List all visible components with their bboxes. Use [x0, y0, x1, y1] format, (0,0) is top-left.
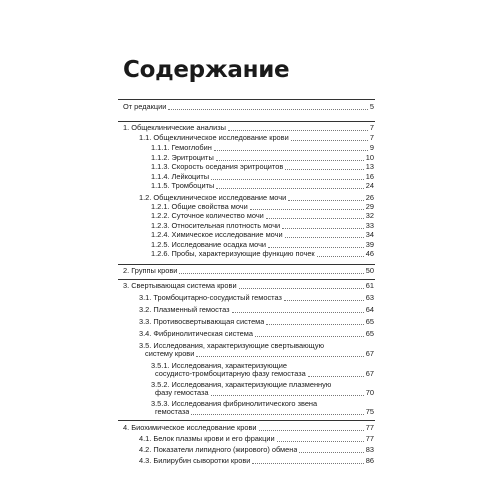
toc-entry-title: 3.5. Исследования, характеризующие свертывающую	[139, 341, 325, 350]
toc-page-number: 46	[365, 249, 374, 258]
dot-leader	[299, 451, 363, 453]
toc-page-number: 7	[369, 123, 374, 132]
toc-entry[interactable]	[139, 194, 374, 203]
dot-leader	[214, 149, 368, 151]
dot-leader	[291, 139, 368, 141]
toc-page-number: 10	[365, 153, 374, 162]
toc-entry-title: 3.2. Плазменный гемостаз	[139, 306, 230, 314]
toc-page-number: 65	[365, 317, 374, 326]
dot-leader	[259, 429, 364, 431]
dot-leader	[211, 178, 364, 180]
toc-entry-title: 3.1. Тромбоцитарно-сосудистый гемостаз	[139, 294, 282, 302]
dot-leader	[179, 272, 363, 274]
toc-entry-title: 3.5.3. Исследования фибринолитического звена	[151, 399, 318, 408]
toc-entry[interactable]	[151, 212, 374, 221]
toc-page-number: 64	[365, 305, 374, 314]
toc-entry-title: фазу гемостаза	[155, 389, 209, 397]
toc-page-number: 39	[365, 240, 374, 249]
dot-leader	[285, 236, 364, 238]
toc-entry[interactable]	[139, 435, 374, 444]
toc-entry-title: 4. Биохимическое исследование крови	[123, 424, 257, 432]
dot-leader	[266, 217, 364, 219]
toc-page-number: 67	[365, 349, 374, 358]
toc-page-number: 65	[365, 329, 374, 338]
toc-entry[interactable]	[139, 134, 374, 143]
dot-leader	[308, 375, 364, 377]
dot-leader	[255, 335, 364, 337]
toc-entry[interactable]	[151, 250, 374, 259]
toc-entry-title: 1. Общеклинические анализы	[123, 124, 226, 132]
dot-leader	[216, 159, 364, 161]
toc-entry-title: 1.2.5. Исследование осадка мочи	[151, 241, 267, 249]
toc-entry-title: сосудисто-тромбоцитарную фазу гемостаза	[155, 370, 306, 378]
toc-page-number: 34	[365, 230, 374, 239]
toc-page-number: 29	[365, 202, 374, 211]
toc-page-number: 70	[365, 388, 374, 397]
toc-entry-continuation[interactable]	[145, 350, 374, 359]
toc-page-number: 32	[365, 211, 374, 220]
toc-entry-continuation[interactable]	[155, 408, 374, 417]
toc-entry-title: 3.4. Фибринолитическая система	[139, 330, 253, 338]
toc-entry[interactable]	[151, 182, 374, 191]
toc-page-number: 26	[365, 193, 374, 202]
dot-leader	[232, 311, 364, 313]
toc-entry-title: 4.1. Белок плазмы крови и его фракции	[139, 435, 275, 443]
dot-leader	[284, 299, 364, 301]
toc-entry[interactable]	[123, 282, 374, 291]
toc-entry-continuation[interactable]	[155, 389, 374, 398]
toc-page-number: 67	[365, 369, 374, 378]
toc-entry[interactable]	[123, 424, 374, 433]
toc-entry[interactable]	[139, 294, 374, 303]
toc-entry-title: 1.2.3. Относительная плотность мочи	[151, 222, 281, 230]
toc-entry-title: 4.2. Показатели липидного (жирового) обмена	[139, 446, 298, 454]
dot-leader	[211, 394, 364, 396]
dot-leader	[216, 187, 364, 189]
toc-page-number: 75	[365, 407, 374, 416]
toc-entry-title: 3.3. Противосвертывающая система	[139, 318, 265, 326]
toc-page-number: 7	[369, 133, 374, 142]
toc-entry-title: 1.1. Общеклиническое исследование крови	[139, 134, 289, 142]
dot-leader	[277, 440, 364, 442]
toc-entry[interactable]	[139, 446, 374, 455]
page-title: Содержание	[123, 57, 290, 83]
toc-entry[interactable]	[151, 222, 374, 231]
dot-leader	[168, 108, 367, 110]
dot-leader	[196, 355, 363, 357]
toc-page-number: 61	[365, 281, 374, 290]
toc-page-number: 5	[369, 102, 374, 111]
dot-leader	[288, 199, 364, 201]
toc-entry[interactable]	[123, 124, 374, 133]
toc-entry-title: 2. Группы крови	[123, 267, 178, 275]
toc-entry[interactable]	[139, 318, 374, 327]
toc-entry-title: 1.1.5. Тромбоциты	[151, 182, 215, 190]
toc-entry-title: 1.2. Общеклиническое исследование мочи	[139, 194, 287, 202]
toc-page-number: 13	[365, 162, 374, 171]
toc-entry[interactable]	[123, 267, 374, 276]
toc-entry[interactable]	[139, 341, 324, 350]
toc-page-number: 77	[365, 423, 374, 432]
toc-entry-title: 1.1.3. Скорость оседания эритроцитов	[151, 163, 284, 171]
toc-page-number: 77	[365, 434, 374, 443]
dot-leader	[282, 227, 364, 229]
toc-entry[interactable]	[151, 380, 331, 389]
toc-page-number: 63	[365, 293, 374, 302]
toc-page-number: 86	[365, 456, 374, 465]
dot-leader	[228, 129, 368, 131]
toc-entry-title: 1.1.1. Гемоглобин	[151, 144, 212, 152]
toc-entry-title: 3. Свертывающая система крови	[123, 282, 237, 290]
dot-leader	[239, 287, 364, 289]
toc-page-number: 9	[369, 143, 374, 152]
dot-leader	[317, 255, 364, 257]
toc-entry[interactable]	[151, 154, 374, 163]
toc-entry-title: 1.1.2. Эритроциты	[151, 154, 214, 162]
toc-entry-title: 1.2.2. Суточное количество мочи	[151, 212, 264, 220]
toc-entry[interactable]	[151, 361, 287, 370]
toc-page-number: 50	[365, 266, 374, 275]
toc-entry[interactable]	[151, 399, 317, 408]
toc-page-number: 24	[365, 181, 374, 190]
toc-entry[interactable]	[151, 163, 374, 172]
toc-entry-title: 3.5.2. Исследования, характеризующие плазменную	[151, 380, 332, 389]
toc-entry-title: 3.5.1. Исследования, характеризующие	[151, 361, 287, 370]
toc-entry-title: 1.2.1. Общие свойства мочи	[151, 203, 248, 211]
dot-leader	[266, 323, 363, 325]
toc-page-number: 83	[365, 445, 374, 454]
toc-entry[interactable]	[151, 241, 374, 250]
toc-entry[interactable]	[151, 173, 374, 182]
toc-entry-title: 1.2.6. Пробы, характеризующие функцию почек	[151, 250, 315, 258]
toc-entry-title: 1.2.4. Химическое исследование мочи	[151, 231, 283, 239]
toc-entry-title: гемостаза	[155, 408, 190, 416]
dot-leader	[191, 413, 363, 415]
toc-entry-continuation[interactable]	[155, 370, 374, 379]
toc-entry[interactable]	[151, 231, 374, 240]
toc-entry-title: От редакции	[123, 103, 167, 111]
toc-entry[interactable]	[139, 330, 374, 339]
toc-entry[interactable]	[151, 144, 374, 153]
dot-leader	[285, 168, 363, 170]
toc-entry-title: систему крови	[145, 350, 195, 358]
dot-leader	[268, 246, 364, 248]
dot-leader	[252, 462, 363, 464]
toc-entry-title: 4.3. Билирубин сыворотки крови	[139, 457, 251, 465]
dot-leader	[250, 208, 364, 210]
toc-page-number: 33	[365, 221, 374, 230]
toc-entry[interactable]	[123, 103, 374, 112]
toc-page-number: 16	[365, 172, 374, 181]
toc-entry-title: 1.1.4. Лейкоциты	[151, 173, 210, 181]
toc-entry[interactable]	[139, 306, 374, 315]
toc-entry[interactable]	[151, 203, 374, 212]
toc-entry[interactable]	[139, 457, 374, 466]
